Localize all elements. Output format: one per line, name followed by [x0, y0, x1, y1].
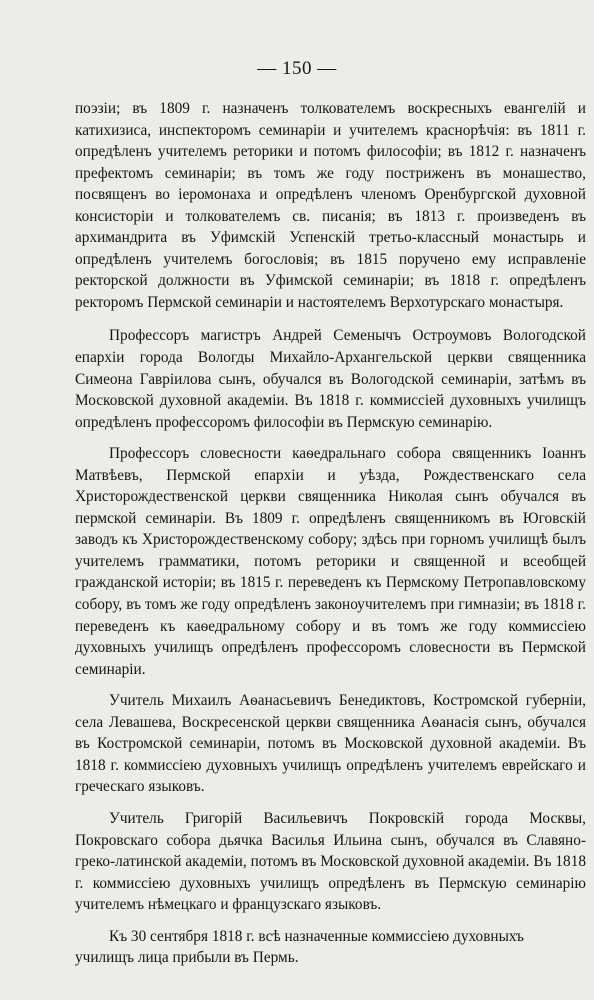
page-number: — 150 — [257, 58, 337, 79]
paragraph-continuation: поэзіи; въ 1809 г. назначенъ толкователемъ воскресныхъ евангелій и катихизиса, инспекторомъ семинаріи и учителемъ краснорѣчія: въ 1811 г. опредѣленъ учителемъ реторики и потомъ философіи; въ 1812 г. назначенъ префектомъ семинаріи; въ томъ же году постриженъ въ монашество, посвященъ во іеромонаха и опредѣленъ членомъ Оренбургской духовной консисторіи и толкователемъ св. писанія; въ 1813 г. произведенъ въ архимандрита въ Уфимскій Успенскій третьо-классный монастырь и опредѣленъ учителемъ богословія; въ 1815 поручено ему исправленіе ректорской должности въ Уфимской семинаріи; въ 1818 г. опредѣленъ ректоромъ Пермской семинаріи и настоятелемъ Верхотурскаго монастыря. [75, 100, 586, 311]
paragraph-benediktov: Учитель Михаилъ Аѳанасьевичъ Бенедиктовъ, Костромской губерніи, села Левашева, Воскресенской церкви священника Аѳанасія сынъ, обучался въ Костромской семинаріи, потомъ въ Московской духовной академіи. Въ 1818 г. коммиссіею духовныхъ училищъ опредѣленъ учителемъ еврейскаго и греческаго языковъ. [75, 692, 586, 796]
paragraph-pokrovsky: Учитель Григорій Васильевичъ Покровскій города Москвы, Покровскаго собора дьячка Василья Ильина сынъ, обучался въ Славяно-греко-латинской академіи, потомъ въ Московской духовной академіи. Въ 1818 г. коммиссіею духовныхъ училищъ опредѣленъ въ Пермскую семинарію учителемъ нѣмецкаго и французскаго языковъ. [75, 809, 586, 914]
body-text [75, 98, 586, 969]
paragraph-arrival: Къ 30 сентября 1818 г. всѣ назначенные коммиссіею духовныхъ училищъ лица прибыли въ Пермь. [75, 927, 524, 967]
paragraph-matveev: Профессоръ словесности каѳедральнаго собора священникъ Іоаннъ Матвѣевъ, Пермской епархіи и уѣзда, Рождественскаго села Христорождественской церкви священника Николая сынъ обучался въ пермской семинаріи. Въ 1809 г. опредѣленъ священникомъ въ Юговскій заводъ къ Христорождественскому собору; здѣсь при горномъ училищѣ былъ учителемъ грамматики, потомъ реторики и священной и всеобщей гражданской исторіи; въ 1815 г. переведенъ къ Пермскому Петропавловскому собору, въ томъ же году опредѣленъ законоучителемъ при гимназіи; въ 1818 г. переведенъ къ каѳедральному собору и въ томъ же году коммиссіею духовныхъ училищъ опредѣленъ профессоромъ словесности въ Пермской семинаріи. [75, 445, 586, 678]
paragraph-ostroumov: Профессоръ магистръ Андрей Семенычъ Остроумовъ Вологодской епархіи города Вологды Михайло-Архангельской церкви священника Симеона Гавріилова сынъ, обучался въ Вологодской семинаріи, затѣмъ въ Московской духовной академіи. Въ 1818 г. коммиссіей духовныхъ училищъ опредѣленъ профессоромъ философіи въ Пермскую семинарію. [75, 327, 586, 431]
